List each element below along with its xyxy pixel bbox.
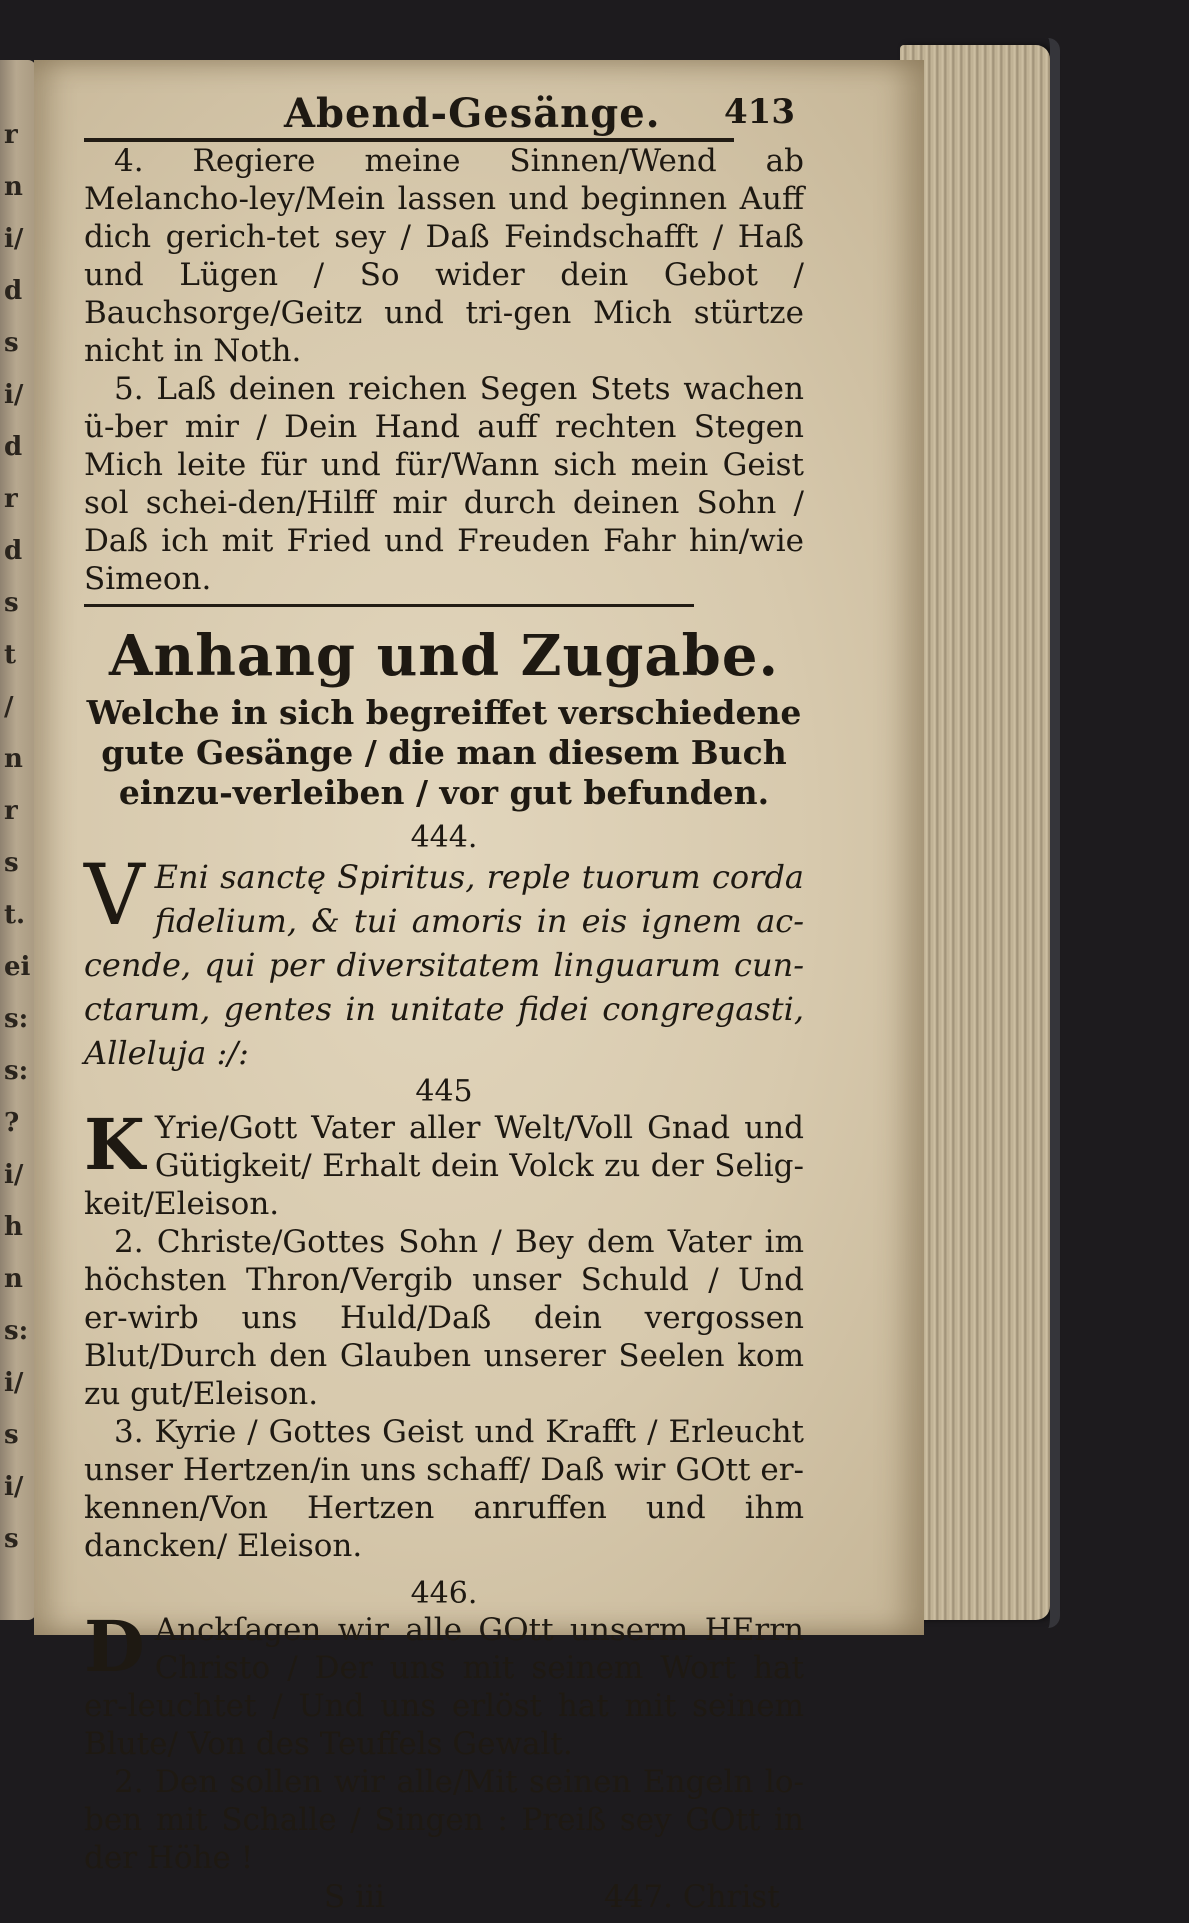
page-number: 413 <box>724 92 795 132</box>
facing-page-fragment: i/ <box>4 1160 24 1190</box>
facing-page-fragment: s <box>4 1420 19 1450</box>
hymn-445-stanza-1: Yrie/Gott Vater aller Welt/Voll Gnad und Gütigkeit/ Erhalt dein Volck zu der Selig-keit/Eleison. <box>84 1110 804 1222</box>
facing-page-fragment: r <box>4 484 18 514</box>
facing-page-fragment: i/ <box>4 1368 24 1398</box>
facing-page-fragment: t. <box>4 900 26 930</box>
facing-page-fragment: t <box>4 640 17 670</box>
appendix-subtitle: Welche in sich begreiffet verschiedene gute Gesänge / die man diesem Buch einzu-verleiben / vor gut befunden. <box>86 693 802 812</box>
signature-mark: S iii <box>324 1879 385 1915</box>
hymn-445-stanza-3: 3. Kyrie / Gottes Geist und Krafft / Erleucht unser Hertzen/in uns schaff/ Daß wir GOtt er-kennen/Von Hertzen anruffen und ihm dancken/ Eleison. <box>84 1414 804 1564</box>
facing-page-fragment: s: <box>4 1004 29 1034</box>
facing-page-fragment: r <box>4 120 18 150</box>
facing-page-fragment: n <box>4 172 23 202</box>
page-header <box>84 80 804 138</box>
hymn-444-text: Eni sanctę Spiritus, reple tuorum corda fidelium, & tui amoris in eis ignem ac-cende, qui per diversitatem linguarum cun-ctarum, gentes in unitate fidei congregasti, Alleluja :/: <box>84 858 804 1072</box>
facing-page-fragment: i/ <box>4 224 24 254</box>
page-footer <box>84 1879 804 1923</box>
facing-page-fragment: / <box>4 692 14 722</box>
hymn-number-444: 444. <box>410 820 478 855</box>
catchword: 447. Christ <box>604 1879 780 1915</box>
book-cover <box>940 38 1060 1628</box>
hymn-446-stanza-2: 2. Den sollen wir alle/Mit seinen Engeln lo-ben mit Schalle / Singen : Preiß sey GOtt in der Höhe ! <box>84 1764 804 1876</box>
facing-page-fragment: h <box>4 1212 23 1242</box>
facing-page-fragment: d <box>4 276 23 306</box>
facing-page-fragment: ei <box>4 952 31 982</box>
stanza-4: 4. Regiere meine Sinnen/Wend ab Melancho-ley/Mein lassen und beginnen Auff dich gerich-tet sey / Daß Feindschafft / Haß und Lügen / So wider dein Gebot / Bauchsorge/Geitz und tri-gen Mich stürtze nicht in Noth. <box>84 143 804 369</box>
book-page <box>34 60 924 1915</box>
facing-page-fragment: s: <box>4 1056 29 1086</box>
facing-page-fragment: i/ <box>4 380 24 410</box>
drop-cap-v: V <box>84 846 145 944</box>
running-title: Abend-Gesänge. <box>284 90 661 137</box>
facing-page-fragment: d <box>4 536 23 566</box>
appendix-title: Anhang und Zugabe. <box>109 623 779 689</box>
drop-cap-d: D <box>84 1605 145 1688</box>
section-rule <box>84 604 694 607</box>
facing-page-fragment: s <box>4 848 19 878</box>
facing-page-edge <box>0 60 36 1620</box>
facing-page-fragment: r <box>4 796 18 826</box>
facing-page-fragment: s <box>4 328 19 358</box>
facing-page-fragment: s: <box>4 1316 29 1346</box>
facing-page-fragment: n <box>4 744 23 774</box>
hymn-number-445: 445 <box>415 1074 473 1109</box>
page-text-block <box>84 80 804 1923</box>
facing-page-fragment: i/ <box>4 1472 24 1502</box>
hymn-446-stanza-1: Anckſagen wir alle GOtt unserm HErrn Christo / Der uns mit seinem Wort hat er-leuchtet / Und uns erlöst hat mit seinem Blute/ Von des Teuffels Gewalt. <box>84 1612 804 1762</box>
facing-page-fragment: s <box>4 1524 19 1554</box>
hymn-445-stanza-2: 2. Christe/Gottes Sohn / Bey dem Vater im höchsten Thron/Vergib unser Schuld / Und er-wirb uns Huld/Daß dein vergossen Blut/Durch den Glauben unserer Seelen kom zu gut/Eleison. <box>84 1224 804 1412</box>
drop-cap-k: K <box>84 1103 145 1186</box>
facing-page-fragment: n <box>4 1264 23 1294</box>
stanza-5: 5. Laß deinen reichen Segen Stets wachen ü-ber mir / Dein Hand auff rechten Stegen Mich leite für und für/Wann sich mein Geist sol schei-den/Hilff mir durch deinen Sohn / Daß ich mit Fried und Freuden Fahr hin/wie Simeon. <box>84 371 804 597</box>
hymn-number-446: 446. <box>410 1576 478 1611</box>
facing-page-fragment: d <box>4 432 23 462</box>
facing-page-fragment: ? <box>4 1108 20 1138</box>
hymn-445 <box>84 1103 804 1223</box>
hymn-444 <box>84 846 804 1075</box>
facing-page-fragment: s <box>4 588 19 618</box>
hymn-446 <box>84 1605 804 1763</box>
